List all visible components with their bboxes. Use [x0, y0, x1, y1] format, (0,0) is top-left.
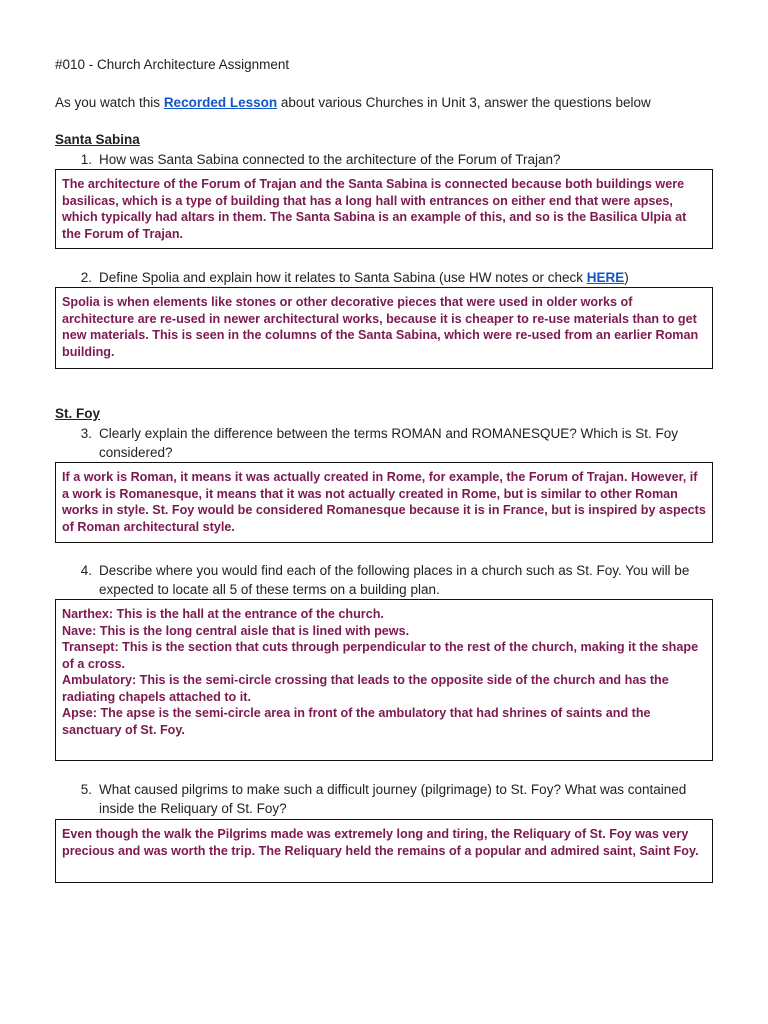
- question-text: Describe where you would find each of the following places in a church such as St. Foy. You will be expected to locate all 5 of these terms on a building plan.: [99, 563, 690, 597]
- question-number: 4.: [80, 563, 92, 578]
- question-text: How was Santa Sabina connected to the architecture of the Forum of Trajan?: [99, 152, 561, 167]
- question-number: 3.: [80, 426, 92, 441]
- answer-box-5[interactable]: [55, 819, 713, 883]
- recorded-lesson-link[interactable]: Recorded Lesson: [163, 95, 278, 110]
- question-5: [74, 780, 724, 818]
- answer-text: Even though the walk the Pilgrims made was extremely long and tiring, the Reliquary of St. Foy was very precious and was worth the trip. The Reliquary held the remains of a popular and admired saint, Saint Foy.: [62, 827, 699, 858]
- answer-line-transept: Transept: This is the section that cuts through perpendicular to the rest of the church, making it the shape of a cross.: [62, 640, 699, 671]
- question-text-suffix: ): [624, 270, 629, 285]
- question-1: [74, 150, 724, 169]
- question-number: 1.: [80, 152, 92, 167]
- answer-text: Spolia is when elements like stones or other decorative pieces that were used in older works of architecture are re-used in newer architectural works, because it is cheaper to re-use materials than to get new materials. This is seen in the columns of the Santa Sabina, which were re-used from an earlier Roman building.: [62, 295, 699, 359]
- question-3: [74, 424, 724, 462]
- answer-box-1[interactable]: [55, 169, 713, 249]
- answer-line-narthex: Narthex: This is the hall at the entrance of the church.: [62, 607, 384, 621]
- question-text: [99, 268, 724, 287]
- answer-text: If a work is Roman, it means it was actually created in Rome, for example, the Forum of Trajan. However, if a work is Romanesque, it means that it was not actually created in Rome, but is similar to other Roman works in style. St. Foy would be considered Romanesque because it is in France, but is inspired by aspects of Roman architectural style.: [62, 470, 706, 534]
- answer-box-3[interactable]: [55, 462, 713, 543]
- intro-prefix: As you watch this: [55, 95, 164, 110]
- question-number: 5.: [80, 782, 92, 797]
- question-number: 2.: [80, 270, 92, 285]
- answer-line-apse: Apse: The apse is the semi-circle area in front of the ambulatory that had shrines of saints and the sanctuary of St. Foy.: [62, 706, 651, 737]
- answer-box-4[interactable]: [55, 599, 713, 761]
- intro-suffix: about various Churches in Unit 3, answer the questions below: [277, 95, 651, 110]
- question-4: [74, 561, 724, 599]
- question-2: [74, 268, 724, 287]
- answer-line-ambulatory: Ambulatory: This is the semi-circle crossing that leads to the opposite side of the church and has the radiating chapels attached to it.: [62, 673, 669, 704]
- question-text: Clearly explain the difference between the terms ROMAN and ROMANESQUE? Which is St. Foy considered?: [99, 426, 678, 460]
- question-text-prefix: Define Spolia and explain how it relates to Santa Sabina (use HW notes or check: [99, 270, 587, 285]
- intro-text: [55, 94, 651, 111]
- answer-text: The architecture of the Forum of Trajan and the Santa Sabina is connected because both buildings were basilicas, which is a type of building that has a long hall with entrances on either end that were apses, which typically had altars in them. The Santa Sabina is an example of this, and so is the Basilica Ulpia at the Forum of Trajan.: [62, 177, 687, 241]
- assignment-title: #010 - Church Architecture Assignment: [55, 57, 290, 72]
- answer-box-2[interactable]: [55, 287, 713, 369]
- section-heading-st-foy: St. Foy: [55, 406, 101, 421]
- section-heading-santa-sabina: Santa Sabina: [55, 132, 140, 147]
- here-link[interactable]: HERE: [586, 270, 625, 285]
- answer-line-nave: Nave: This is the long central aisle that is lined with pews.: [62, 623, 410, 638]
- question-text: What caused pilgrims to make such a difficult journey (pilgrimage) to St. Foy? What was contained inside the Reliquary of St. Foy?: [99, 782, 687, 816]
